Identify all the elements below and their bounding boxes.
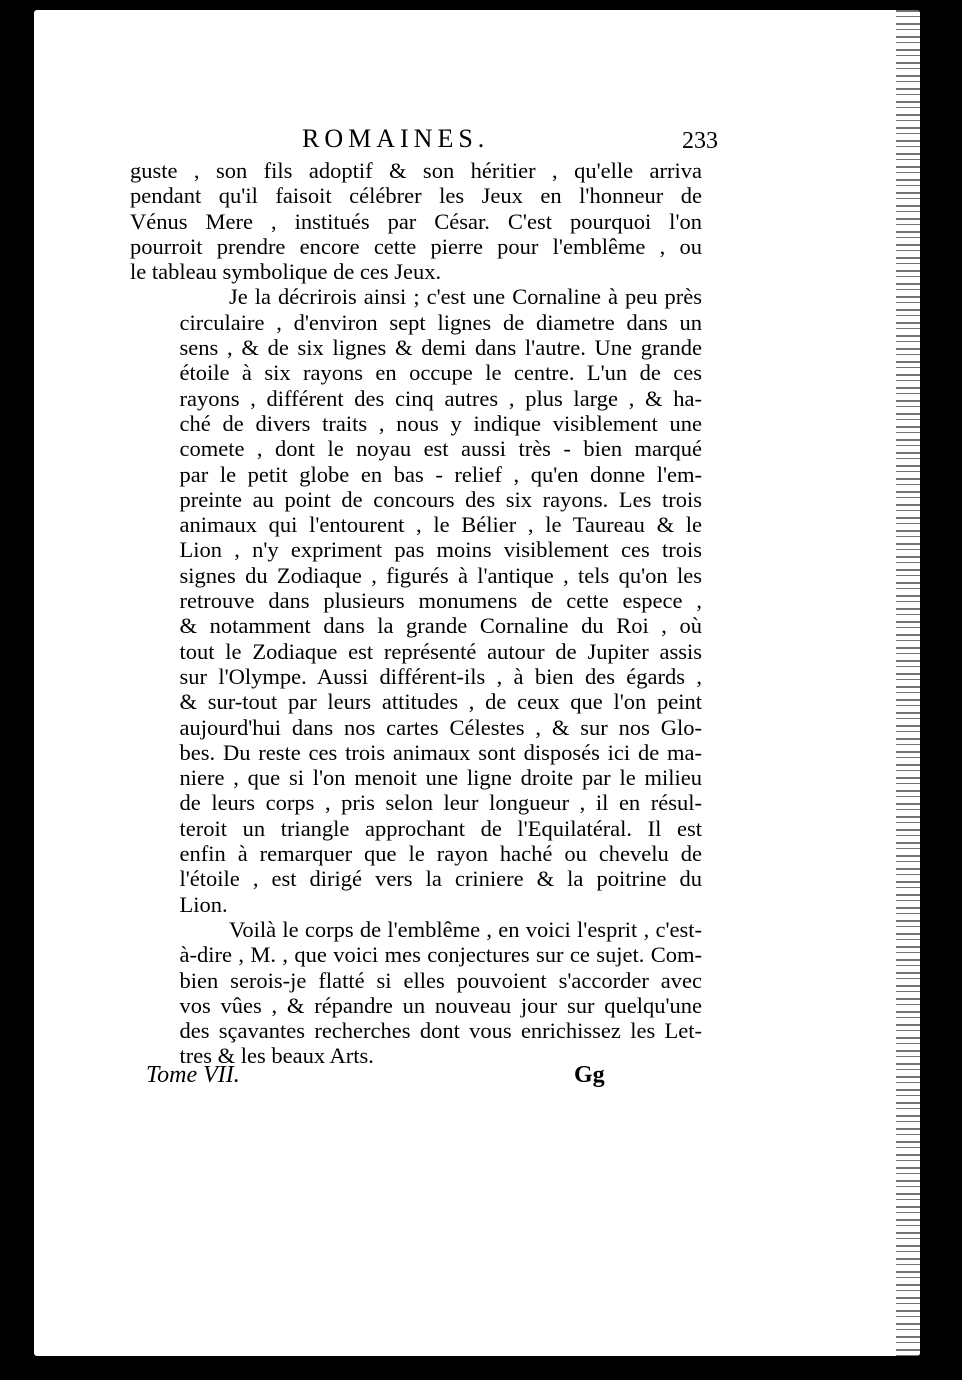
volume-label: Tome VII.	[146, 1062, 240, 1088]
text-line: ché de divers traits , nous y indique visiblement une	[179, 410, 702, 436]
text-line: l'étoile , est dirigé vers la criniere & la poitrine du	[179, 866, 702, 892]
paragraph-2	[130, 284, 702, 916]
text-line: par le petit globe en bas - relief , qu'en donne l'em-	[179, 461, 702, 487]
text-line: niere , que si l'on menoit une ligne droite par le milieu	[179, 765, 702, 791]
text-line: à-dire , M. , que voici mes conjectures sur ce sujet. Com-	[179, 942, 702, 968]
text-line: Vénus Mere , institués par César. C'est pourquoi l'on	[130, 208, 702, 234]
page-header	[34, 110, 920, 154]
text-line: des sçavantes recherches dont vous enrichissez les Let-	[179, 1018, 702, 1044]
paragraph-1	[130, 158, 702, 284]
text-line: sens , & de six lignes & demi dans l'autre. Une grande	[179, 335, 702, 361]
text-line: aujourd'hui dans nos cartes Célestes , & sur nos Glo-	[179, 714, 702, 740]
text-line: rayons , différent des cinq autres , plus large , & ha-	[179, 385, 702, 411]
text-line: Lion.	[179, 891, 228, 917]
text-line: pendant qu'il faisoit célébrer les Jeux en l'honneur de	[130, 183, 702, 209]
text-line: guste , son fils adoptif & son héritier , qu'elle arriva	[130, 158, 702, 183]
text-line: & sur-tout par leurs attitudes , de ceux que l'on peint	[179, 689, 702, 715]
text-line: bes. Du reste ces trois animaux sont disposés ici de ma-	[179, 739, 702, 765]
page-number: 233	[682, 128, 718, 154]
text-line: le tableau symbolique de ces Jeux.	[130, 259, 442, 285]
body-text	[130, 158, 702, 1069]
text-line: animaux qui l'entourent , le Bélier , le Taureau & le	[179, 512, 702, 538]
text-line: signes du Zodiaque , figurés à l'antique , tels qu'on les	[179, 562, 702, 588]
text-line: étoile à six rayons en occupe le centre. L'un de ces	[179, 360, 702, 386]
page-edge-shadow	[896, 10, 920, 1356]
text-line: tres & les beaux Arts.	[179, 1043, 374, 1069]
text-line: bien serois-je flatté si elles pouvoient s'accorder avec	[179, 967, 702, 993]
text-line: de leurs corps , pris selon leur longueur , il en résul-	[179, 790, 702, 816]
text-line: pourroit prendre encore cette pierre pour l'emblême , ou	[130, 233, 702, 259]
page-footer	[34, 1062, 920, 1096]
text-line: Je la décrirois ainsi ; c'est une Cornaline à peu près	[229, 284, 702, 310]
text-line: teroit un triangle approchant de l'Equilatéral. Il est	[179, 815, 702, 841]
text-line: tout le Zodiaque est représenté autour de Jupiter assis	[179, 638, 702, 664]
running-title: ROMAINES.	[302, 124, 490, 153]
text-line: Lion , n'y expriment pas moins visiblement ces trois	[179, 537, 702, 563]
text-line: sur l'Olympe. Aussi différent-ils , à bien des égards ,	[179, 663, 702, 689]
text-line: circulaire , d'environ sept lignes de diametre dans un	[179, 309, 702, 335]
signature-mark: Gg	[574, 1062, 605, 1088]
book-page	[34, 10, 920, 1356]
text-line: & notamment dans la grande Cornaline du Roi , où	[179, 613, 702, 639]
paragraph-3	[130, 917, 702, 1069]
text-line: retrouve dans plusieurs monumens de cette espece ,	[179, 588, 702, 614]
text-line: comete , dont le noyau est aussi très - bien marqué	[179, 436, 702, 462]
text-line: enfin à remarquer que le rayon haché ou chevelu de	[179, 841, 702, 867]
text-line: Voilà le corps de l'emblême , en voici l'esprit , c'est-	[229, 916, 702, 942]
text-line: vos vûes , & répandre un nouveau jour sur quelqu'une	[179, 992, 702, 1018]
text-line: preinte au point de concours des six rayons. Les trois	[179, 486, 702, 512]
